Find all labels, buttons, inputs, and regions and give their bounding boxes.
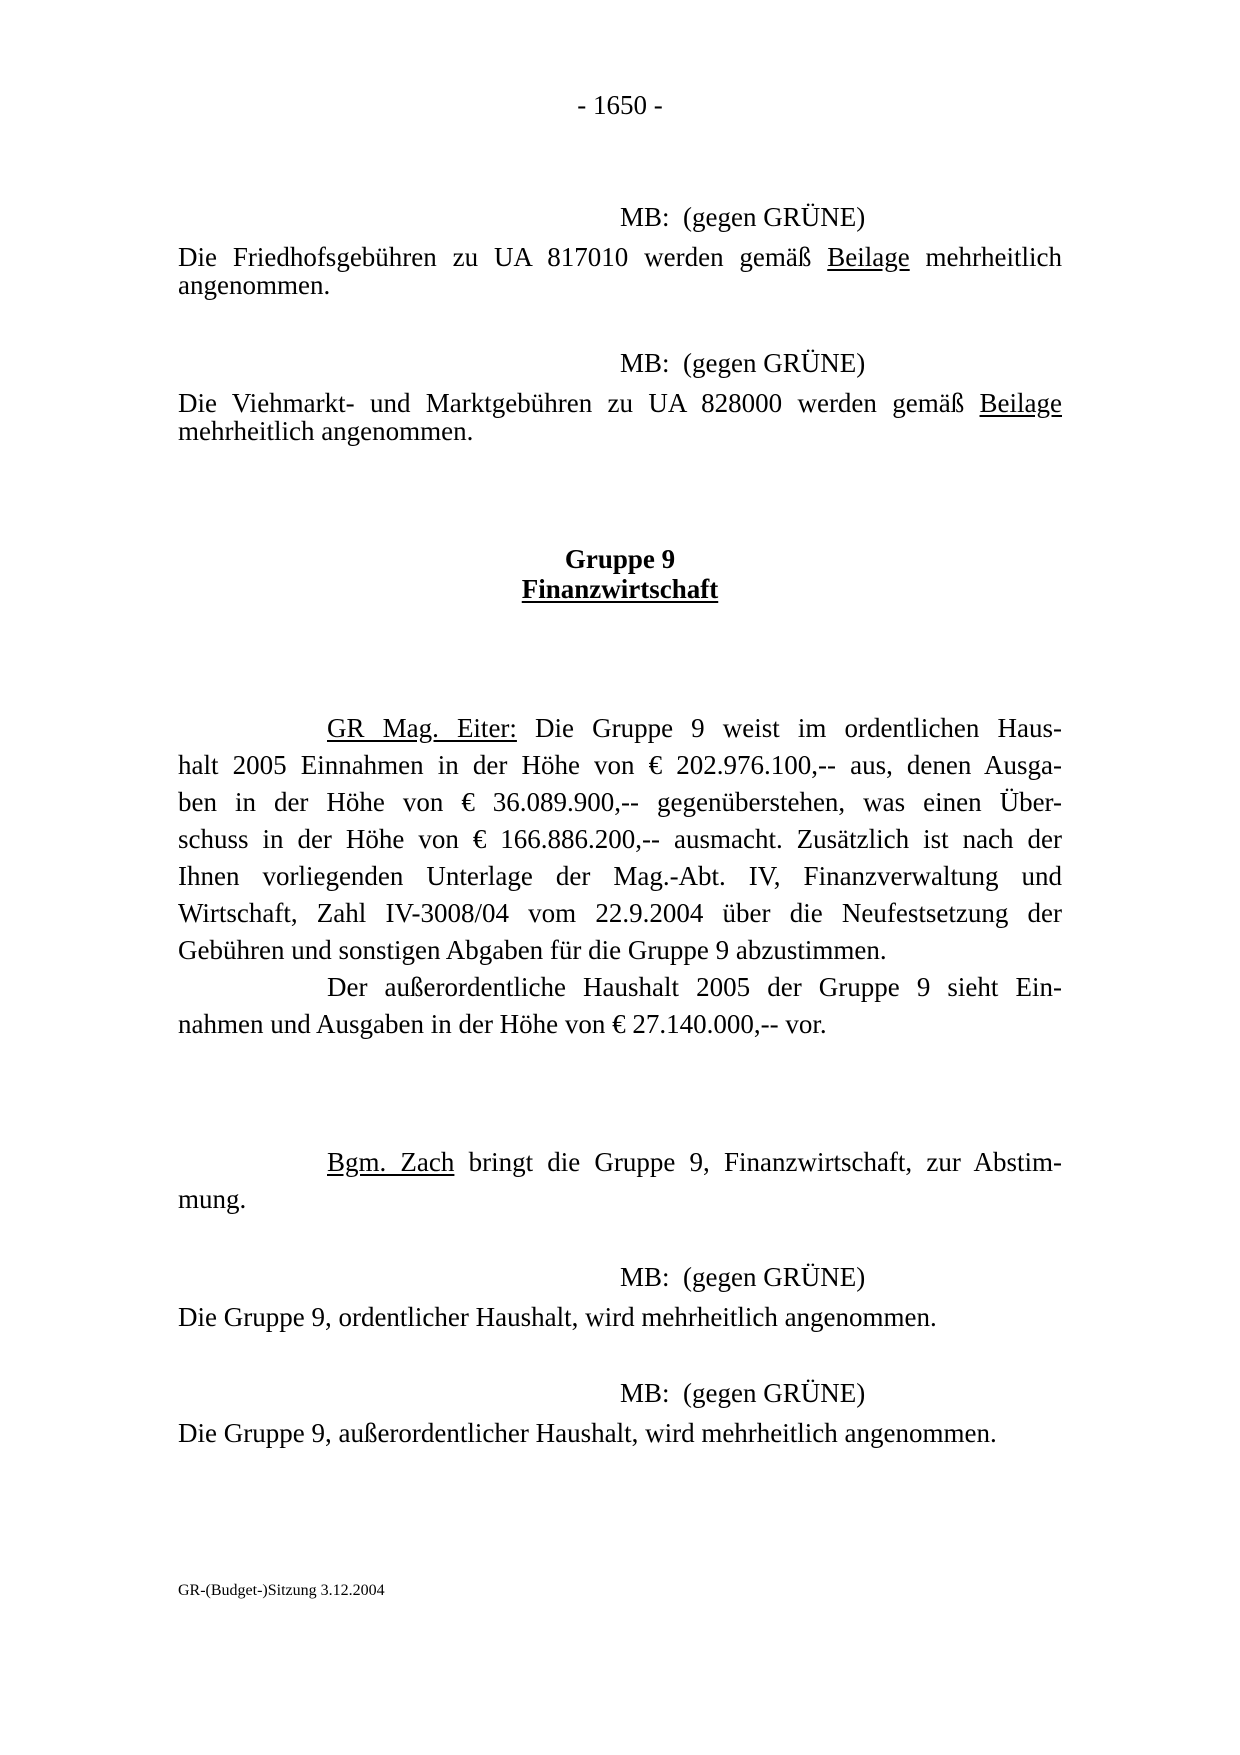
- speech-line: halt 2005 Einnahmen in der Höhe von € 202.976.100,-- aus, denen Ausga-: [178, 750, 1062, 780]
- vote-result-label: MB: (gegen GRÜNE): [620, 1262, 866, 1292]
- page-number: - 1650 -: [577, 90, 663, 120]
- vote-result-label: MB: (gegen GRÜNE): [620, 348, 866, 378]
- speech-line: Ihnen vorliegenden Unterlage der Mag.-Abt. IV, Finanzverwaltung und: [178, 861, 1062, 891]
- speech-line: schuss in der Höhe von € 166.886.200,-- ausmacht. Zusätzlich ist nach der: [178, 824, 1062, 854]
- speech-paragraph: [178, 710, 1062, 1043]
- mayor-line: Bgm. Zach bringt die Gruppe 9, Finanzwirtschaft, zur Abstim-: [327, 1147, 1062, 1177]
- speech-line: Der außerordentliche Haushalt 2005 der Gruppe 9 sieht Ein-: [327, 972, 1062, 1002]
- group-heading: [0, 544, 1240, 604]
- mayor-paragraph: [178, 1144, 1062, 1218]
- mayor-line: mung.: [178, 1184, 247, 1214]
- group-title: Gruppe 9: [564, 544, 676, 574]
- speaker-name: Bgm. Zach: [327, 1147, 455, 1177]
- speech-line: Gebühren und sonstigen Abgaben für die Gruppe 9 abzustimmen.: [178, 935, 887, 965]
- vote-result-label: MB: (gegen GRÜNE): [620, 1378, 866, 1408]
- resolution-text: Die Friedhofsgebühren zu UA 817010 werden gemäß Beilage mehrheitlich angenommen.: [178, 242, 1062, 300]
- resolution-text: Die Viehmarkt- und Marktgebühren zu UA 828000 werden gemäß Beilage mehrheitlich angenommen.: [178, 388, 1062, 446]
- speech-line: ben in der Höhe von € 36.089.900,-- gegenüberstehen, was einen Über-: [178, 787, 1062, 817]
- resolution-text: Die Gruppe 9, außerordentlicher Haushalt, wird mehrheitlich angenommen.: [178, 1418, 997, 1448]
- speech-line: GR Mag. Eiter: Die Gruppe 9 weist im ordentlichen Haus-: [327, 713, 1062, 743]
- group-subtitle: Finanzwirtschaft: [521, 574, 719, 604]
- vote-result-label: MB: (gegen GRÜNE): [620, 202, 866, 232]
- footer: GR-(Budget-)Sitzung 3.12.2004: [178, 1582, 385, 1599]
- speech-line: Wirtschaft, Zahl IV-3008/04 vom 22.9.2004 über die Neufestsetzung der: [178, 898, 1062, 928]
- beilage-link[interactable]: Beilage: [827, 242, 910, 272]
- resolution-text: Die Gruppe 9, ordentlicher Haushalt, wird mehrheitlich angenommen.: [178, 1302, 937, 1332]
- beilage-link[interactable]: Beilage: [979, 388, 1062, 418]
- speaker-name: GR Mag. Eiter:: [327, 713, 517, 743]
- speech-line: nahmen und Ausgaben in der Höhe von € 27.140.000,-- vor.: [178, 1009, 827, 1039]
